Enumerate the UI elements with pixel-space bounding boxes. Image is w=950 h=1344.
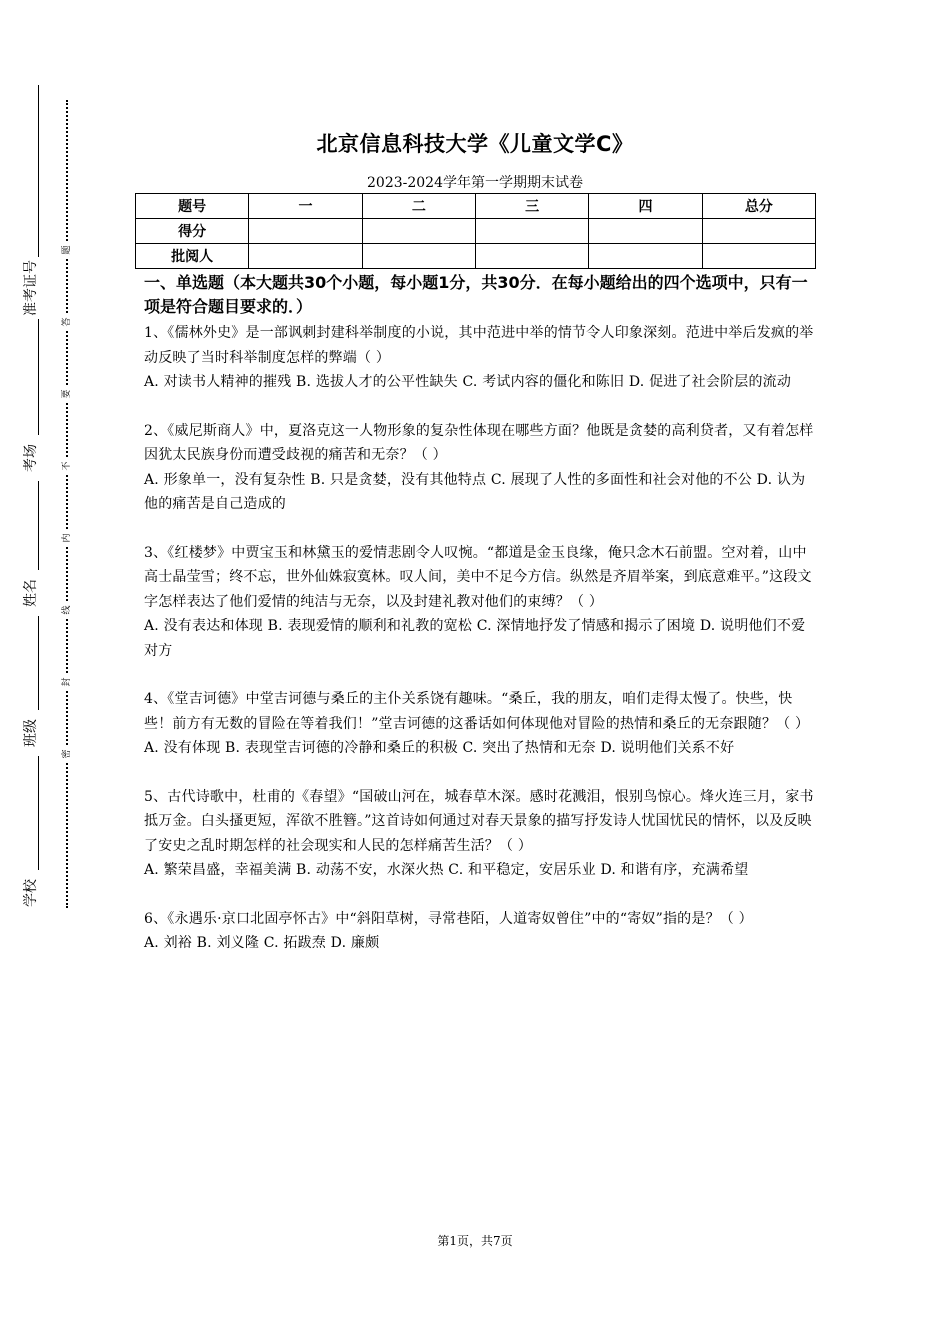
question-item: [144, 419, 816, 517]
score-cell: [475, 219, 588, 244]
question-item: [144, 785, 816, 883]
score-table-header-cell: 四: [589, 194, 702, 219]
seal-word: 封: [59, 674, 75, 690]
question-text: 2、《威尼斯商人》中，夏洛克这一人物形象的复杂性体现在哪些方面？他既是贪婪的高利贷者，又有着怎样因犹太民族身份而遭受歧视的痛苦和无奈？（ ）: [144, 422, 814, 463]
question-text: 3、《红楼梦》中贾宝玉和林黛玉的爱情悲剧令人叹惋。“都道是金玉良缘，俺只念木石前盟。空对着，山中高士晶莹雪；终不忘，世外仙姝寂寞林。叹人间，美中不足今方信。纵然是齐眉举案，到底意难平。”这段文字怎样表达了他们爱情的纯洁与无奈，以及封建礼教对他们的束缚？（ ）: [144, 544, 812, 610]
seal-word: 不: [59, 458, 75, 474]
score-table-header-row: [136, 194, 816, 219]
question-item: [144, 541, 816, 664]
question-item: [144, 687, 816, 761]
score-table: [135, 193, 816, 269]
question-text: 1、《儒林外史》是一部讽刺封建科举制度的小说，其中范进中举的情节令人印象深刻。范进中举后发疯的举动反映了当时科举制度怎样的弊端（ ）: [144, 325, 814, 366]
seal-word: 内: [59, 530, 75, 546]
question-text: 6、《永遇乐·京口北固亭怀古》中“斜阳草树，寻常巷陌，人道寄奴曾住”中的“寄奴”指的是？（ ）: [144, 910, 753, 927]
score-cell: [589, 219, 702, 244]
score-cell: [249, 219, 362, 244]
question-item: [144, 907, 816, 956]
question-options: A. 形象单一，没有复杂性 B. 只是贪婪，没有其他特点 C. 展现了人性的多面性和社会对他的不公 D. 认为他的痛苦是自己造成的: [144, 471, 806, 512]
question-options: A. 刘裕 B. 刘义隆 C. 拓跋焘 D. 廉颇: [144, 935, 380, 951]
score-row-label: 批阅人: [136, 244, 249, 269]
question-text: 4、《堂吉诃德》中堂吉诃德与桑丘的主仆关系饶有趣味。“桑丘，我的朋友，咱们走得太慢了。快些，快些！前方有无数的冒险在等着我们！”堂吉诃德的这番话如何体现他对冒险的热情和桑丘的无奈跟随？（ ）: [144, 691, 810, 732]
seal-word: 线: [59, 602, 75, 618]
score-cell: [589, 244, 702, 269]
margin-field-exam-room: 考场: [16, 435, 46, 481]
score-cell: [362, 219, 475, 244]
seal-word: 答: [59, 314, 75, 330]
binding-line-solid: [38, 85, 39, 910]
score-table-header-cell: 二: [362, 194, 475, 219]
page-footer: 第1页，共7页: [437, 1234, 513, 1248]
score-cell: [249, 244, 362, 269]
score-cell: [475, 244, 588, 269]
question-text: 5、古代诗歌中，杜甫的《春望》“国破山河在，城春草木深。感时花溅泪，恨别鸟惊心。烽火连三月，家书抵万金。白头搔更短，浑欲不胜簪。”这首诗如何通过对春天景象的描写抒发诗人忧国忧民的情怀，以及反映了安史之乱时期怎样的社会现实和人民的怎样痛苦生活？（ ）: [144, 788, 814, 854]
score-table-header-cell: 总分: [702, 194, 815, 219]
score-table-header-cell: 一: [249, 194, 362, 219]
margin-field-school: 学校: [16, 870, 46, 916]
seal-word: 密: [59, 746, 75, 762]
score-table-header-cell: 三: [475, 194, 588, 219]
exam-title: 北京信息科技大学《儿童文学C》: [316, 132, 634, 156]
binding-line-dotted: [66, 100, 68, 908]
score-row-label: 得分: [136, 219, 249, 244]
question-options: A. 对读书人精神的摧残 B. 选拔人才的公平性缺失 C. 考试内容的僵化和陈旧 D. 促进了社会阶层的流动: [144, 374, 792, 390]
margin-field-exam-number: 准考证号: [16, 257, 46, 319]
seal-word: 题: [59, 242, 75, 258]
margin-field-name: 姓名: [16, 570, 46, 616]
score-cell: [702, 219, 815, 244]
score-table-row: [136, 219, 816, 244]
score-table-header-cell: 题号: [136, 194, 249, 219]
question-options: A. 没有体现 B. 表现堂吉诃德的冷静和桑丘的积极 C. 突出了热情和无奈 D. 说明他们关系不好: [144, 740, 735, 756]
score-table-row: [136, 244, 816, 269]
exam-content: [144, 271, 816, 980]
score-cell: [702, 244, 815, 269]
score-cell: [362, 244, 475, 269]
question-options: A. 没有表达和体现 B. 表现爱情的顺利和礼教的宽松 C. 深情地抒发了情感和揭示了困境 D. 说明他们不爱对方: [144, 618, 806, 659]
seal-word: 要: [59, 386, 75, 402]
margin-field-class: 班级: [16, 710, 46, 756]
exam-subtitle: 2023-2024学年第一学期期末试卷: [367, 175, 583, 191]
question-options: A. 繁荣昌盛，幸福美满 B. 动荡不安，水深火热 C. 和平稳定，安居乐业 D. 和谐有序，充满希望: [144, 862, 749, 878]
question-item: [144, 321, 816, 395]
section-heading: 一、单选题（本大题共30个小题，每小题1分，共30分．在每小题给出的四个选项中，只有一项是符合题目要求的．）: [144, 273, 808, 316]
